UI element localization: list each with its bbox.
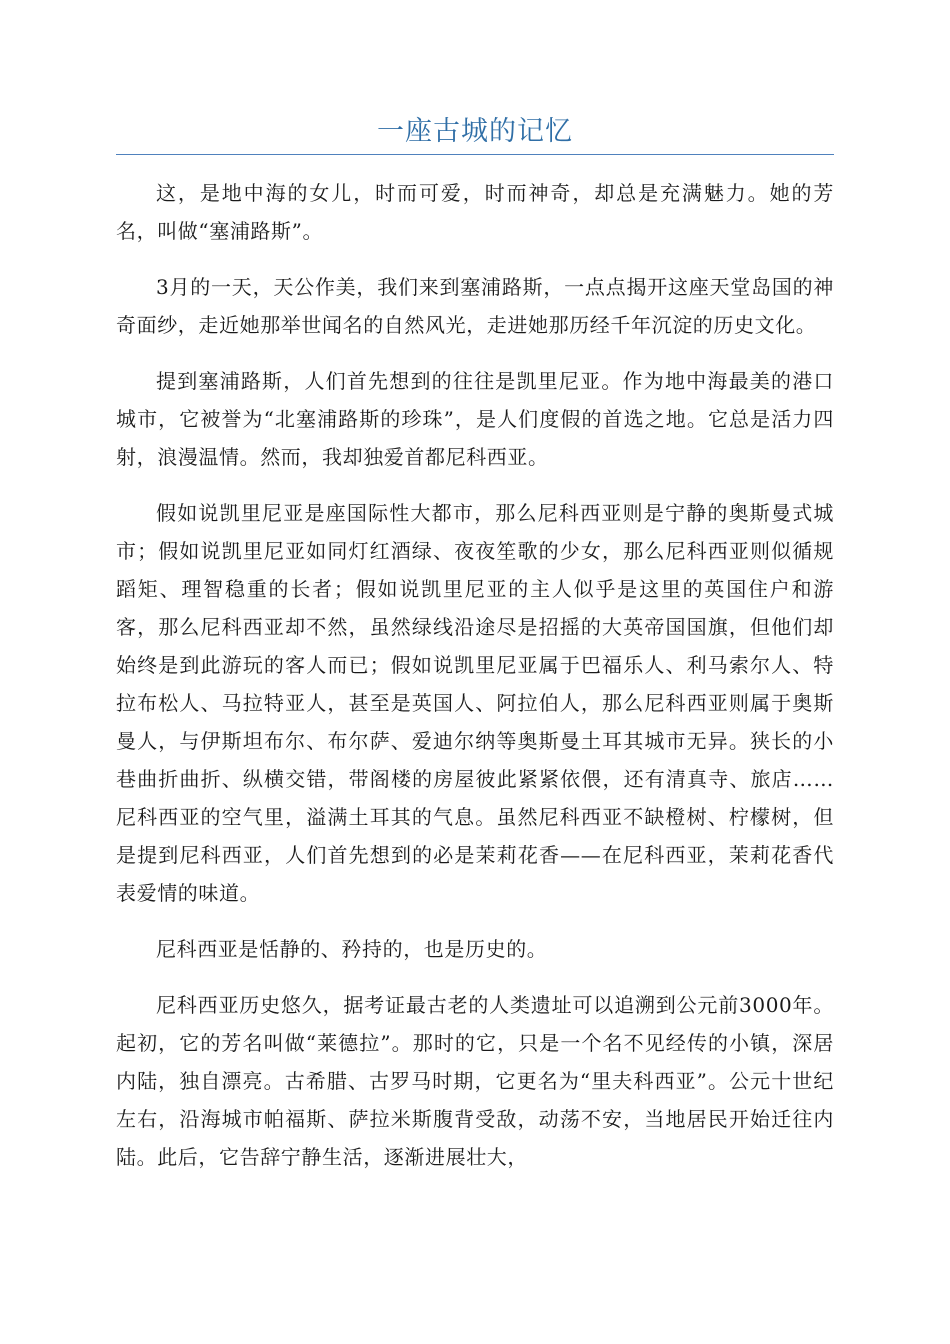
paragraph-6: 尼科西亚历史悠久，据考证最古老的人类遗址可以追溯到公元前3000年。起初，它的芳名叫做“莱德拉”。那时的它，只是一个名不见经传的小镇，深居内陆，独自漂亮。古希腊、古罗马时期，它更名为“里夫科西亚”。公元十世纪左右，沿海城市帕福斯、萨拉米斯腹背受敌，动荡不安，当地居民开始迁往内陆。此后，它告辞宁静生活，逐渐进展壮大， [116,993,834,1169]
paragraph-3: 提到塞浦路斯，人们首先想到的往往是凯里尼亚。作为地中海最美的港口城市，它被誉为“北塞浦路斯的珍珠”，是人们度假的首选之地。它总是活力四射，浪漫温情。然而，我却独爱首都尼科西亚。 [116,369,834,469]
paragraph-2: 3月的一天，天公作美，我们来到塞浦路斯，一点点揭开这座天堂岛国的神奇面纱，走近她那举世闻名的自然风光，走进她那历经千年沉淀的历史文化。 [116,275,834,337]
paragraph-4: 假如说凯里尼亚是座国际性大都市，那么尼科西亚则是宁静的奥斯曼式城市；假如说凯里尼亚如同灯红酒绿、夜夜笙歌的少女，那么尼科西亚则似循规蹈矩、理智稳重的长者；假如说凯里尼亚的主人似乎是这里的英国住户和游客，那么尼科西亚却不然，虽然绿线沿途尽是招摇的大英帝国国旗，但他们却始终是到此游玩的客人而已；假如说凯里尼亚属于巴福乐人、利马索尔人、特拉布松人、马拉特亚人，甚至是英国人、阿拉伯人，那么尼科西亚则属于奥斯曼人，与伊斯坦布尔、布尔萨、爱迪尔纳等奥斯曼土耳其城市无异。狭长的小巷曲折曲折、纵横交错，带阁楼的房屋彼此紧紧依偎，还有清真寺、旅店……尼科西亚的空气里，溢满土耳其的气息。虽然尼科西亚不缺橙树、柠檬树，但是提到尼科西亚，人们首先想到的必是茉莉花香——在尼科西亚，茉莉花香代表爱情的味道。 [116,501,834,905]
document-body [116,174,834,1194]
paragraph-1: 这，是地中海的女儿，时而可爱，时而神奇，却总是充满魅力。她的芳名，叫做“塞浦路斯”。 [116,181,834,243]
document-title: 一座古城的记忆 [377,116,573,147]
paragraph-5: 尼科西亚是恬静的、矜持的，也是历史的。 [156,937,548,961]
title-underline [116,154,834,155]
